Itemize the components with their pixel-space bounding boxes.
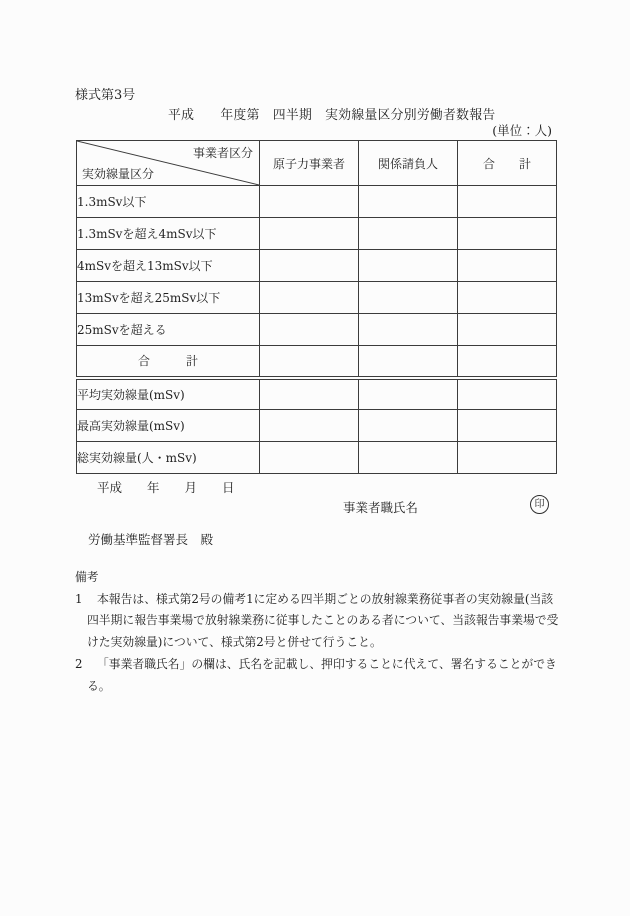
- row-label: 13mSvを超え25mSv以下: [77, 282, 260, 314]
- data-cell[interactable]: [458, 218, 557, 250]
- data-cell[interactable]: [458, 410, 557, 442]
- header-row: [77, 141, 557, 186]
- data-cell[interactable]: [359, 442, 458, 474]
- note-text: 「事業者職氏名」の欄は、氏名を記載し、押印することに代えて、署名することができ: [97, 656, 557, 671]
- data-cell[interactable]: [359, 282, 458, 314]
- data-cell[interactable]: [260, 410, 359, 442]
- corner-label-dose-category: 実効線量区分: [82, 167, 155, 181]
- note-item-2-line-2: る。: [87, 678, 111, 693]
- total-row-label: 合 計: [77, 346, 260, 378]
- note-item-1-line-3: けた実効線量)について、様式第2号と併せて行うこと。: [87, 635, 382, 650]
- corner-cell: [77, 141, 260, 186]
- data-cell[interactable]: [458, 442, 557, 474]
- data-cell[interactable]: [260, 442, 359, 474]
- column-header-related-contractors: 関係請負人: [359, 141, 458, 186]
- table-row: [77, 218, 557, 250]
- data-cell[interactable]: [458, 186, 557, 218]
- row-label: 最高実効線量(mSv): [77, 410, 260, 442]
- addressee-line: 労働基準監督署長 殿: [88, 532, 214, 547]
- note-text: 本報告は、様式第2号の備考1に定める四半期ごとの放射線業務従事者の実効線量(当該: [97, 591, 554, 606]
- table-row: [77, 282, 557, 314]
- data-cell[interactable]: [260, 186, 359, 218]
- summary-row: [77, 410, 557, 442]
- data-cell[interactable]: [359, 250, 458, 282]
- table-row: [77, 186, 557, 218]
- data-cell[interactable]: [260, 346, 359, 378]
- dose-report-table: [76, 140, 557, 474]
- data-cell[interactable]: [359, 314, 458, 346]
- data-cell[interactable]: [359, 410, 458, 442]
- row-label: 1.3mSv以下: [77, 186, 260, 218]
- column-header-total: 合 計: [458, 141, 557, 186]
- note-item-number: 1: [75, 591, 83, 606]
- form-number: 様式第3号: [75, 88, 136, 103]
- data-cell[interactable]: [359, 346, 458, 378]
- seal-character: 印: [534, 498, 545, 510]
- summary-row: [77, 378, 557, 410]
- data-cell[interactable]: [359, 186, 458, 218]
- data-cell[interactable]: [458, 282, 557, 314]
- page-title: 平成 年度第 四半期 実効線量区分別労働者数報告: [168, 108, 496, 123]
- data-cell[interactable]: [260, 250, 359, 282]
- data-cell[interactable]: [458, 346, 557, 378]
- row-label: 1.3mSvを超え4mSv以下: [77, 218, 260, 250]
- column-header-nuclear-operator: 原子力事業者: [260, 141, 359, 186]
- data-cell[interactable]: [458, 250, 557, 282]
- table-row: [77, 314, 557, 346]
- data-cell[interactable]: [260, 378, 359, 410]
- row-label: 平均実効線量(mSv): [77, 378, 260, 410]
- summary-row: [77, 442, 557, 474]
- data-cell[interactable]: [359, 378, 458, 410]
- unit-label: (単位：人): [492, 123, 552, 138]
- data-cell[interactable]: [458, 314, 557, 346]
- data-cell[interactable]: [458, 378, 557, 410]
- row-label: 総実効線量(人・mSv): [77, 442, 260, 474]
- data-cell[interactable]: [260, 314, 359, 346]
- data-cell[interactable]: [359, 218, 458, 250]
- date-line: 平成 年 月 日: [97, 480, 235, 495]
- seal-mark: [530, 495, 549, 514]
- notes-section: [75, 567, 587, 697]
- corner-label-operator-category: 事業者区分: [192, 146, 253, 160]
- total-row: [77, 346, 557, 378]
- data-cell[interactable]: [260, 218, 359, 250]
- notes-heading: 備考: [75, 570, 99, 584]
- note-item-1-line-1: [75, 589, 587, 611]
- row-label: 4mSvを超え13mSv以下: [77, 250, 260, 282]
- note-item-2-line-1: [75, 654, 587, 676]
- table-row: [77, 250, 557, 282]
- note-item-1-line-2: 四半期に報告事業場で放射線業務に従事したことのある者について、当該報告事業場で受: [87, 613, 559, 628]
- row-label: 25mSvを超える: [77, 314, 260, 346]
- signer-label: 事業者職氏名: [343, 500, 419, 515]
- data-cell[interactable]: [260, 282, 359, 314]
- note-item-number: 2: [75, 656, 83, 671]
